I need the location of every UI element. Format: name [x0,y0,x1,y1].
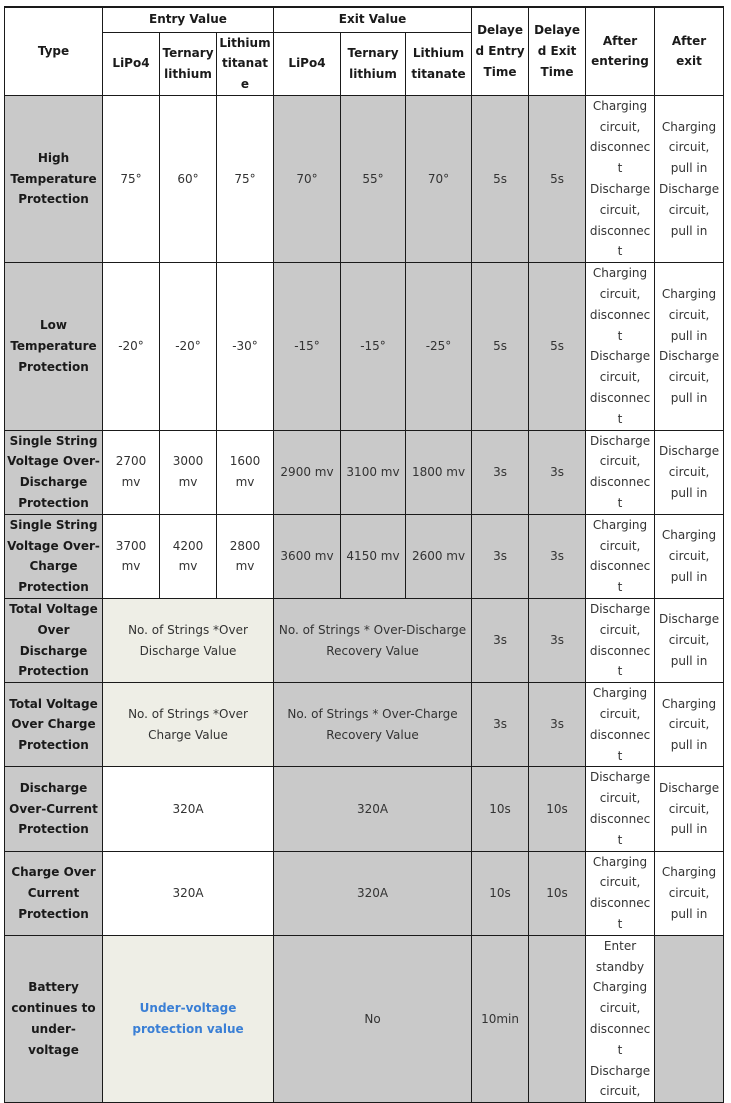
after-exit-cell: Discharge circuit, pull in [655,767,724,851]
table-row [5,767,724,851]
header-exit-titanate: Lithium titanate [406,32,472,95]
after-entering-cell: Charging circuit, disconnect [586,514,655,598]
exit-ternary-cell: -15° [341,263,406,430]
row-type: Single String Voltage Over-Discharge Protection [5,430,103,514]
table-row [5,851,724,935]
after-entering-cell: Discharge circuit, disconnect [586,599,655,683]
header-entry-titanate: Lithium titanate [217,32,274,95]
table-row [5,430,724,514]
exit-titanate-cell: 2600 mv [406,514,472,598]
entry-time-cell: 3s [472,514,529,598]
header-exit-lipo4: LiPo4 [274,32,341,95]
exit-lipo4-cell: -15° [274,263,341,430]
exit-time-cell: 3s [529,430,586,514]
exit-time-cell: 10s [529,851,586,935]
entry-time-cell: 10s [472,851,529,935]
after-entering-cell: Charging circuit, disconnect [586,683,655,767]
header-delayed-exit-time: Delayed Exit Time [529,7,586,95]
row-type: Discharge Over-Current Protection [5,767,103,851]
row-type: Single String Voltage Over-Charge Protection [5,514,103,598]
exit-value-cell: 320A [274,851,472,935]
table-row [5,599,724,683]
entry-ternary-cell: 60° [160,95,217,262]
after-entering-cell: Charging circuit, disconnect Discharge circuit, disconnect [586,95,655,262]
entry-lipo4-cell: 3700 mv [103,514,160,598]
entry-value-cell: 320A [103,851,274,935]
entry-time-cell: 3s [472,683,529,767]
exit-value-cell: 320A [274,767,472,851]
after-exit-cell: Charging circuit, pull in Discharge circuit, pull in [655,95,724,262]
table-row [5,95,724,262]
exit-lipo4-cell: 2900 mv [274,430,341,514]
exit-time-cell: 10s [529,767,586,851]
entry-time-cell: 5s [472,263,529,430]
after-entering-cell: Enter standby Charging circuit, disconnect Discharge circuit, [586,935,655,1102]
entry-lipo4-cell: -20° [103,263,160,430]
row-type: Total Voltage Over Charge Protection [5,683,103,767]
header-entry-value: Entry Value [103,7,274,32]
entry-ternary-cell: 3000 mv [160,430,217,514]
exit-time-cell: 5s [529,263,586,430]
row-type: Battery continues to under-voltage [5,935,103,1102]
entry-lipo4-cell: 75° [103,95,160,262]
after-entering-cell: Discharge circuit, disconnect [586,767,655,851]
after-exit-cell: Discharge circuit, pull in [655,599,724,683]
entry-titanate-cell: 75° [217,95,274,262]
exit-value-cell: No. of Strings * Over-Discharge Recovery Value [274,599,472,683]
entry-time-cell: 10s [472,767,529,851]
exit-ternary-cell: 55° [341,95,406,262]
entry-titanate-cell: 2800 mv [217,514,274,598]
exit-titanate-cell: 70° [406,95,472,262]
exit-value-cell: No [274,935,472,1102]
exit-lipo4-cell: 70° [274,95,341,262]
exit-time-cell: 3s [529,599,586,683]
after-exit-cell: Charging circuit, pull in [655,683,724,767]
after-exit-cell: Charging circuit, pull in [655,851,724,935]
exit-ternary-cell: 4150 mv [341,514,406,598]
after-exit-cell: Discharge circuit, pull in [655,430,724,514]
after-exit-cell [655,935,724,1102]
exit-time-cell: 3s [529,683,586,767]
exit-time-cell: 5s [529,95,586,262]
table-row [5,683,724,767]
entry-titanate-cell: -30° [217,263,274,430]
header-after-entering: After entering [586,7,655,95]
entry-titanate-cell: 1600 mv [217,430,274,514]
entry-ternary-cell: -20° [160,263,217,430]
exit-ternary-cell: 3100 mv [341,430,406,514]
table-row [5,263,724,430]
exit-value-cell: No. of Strings * Over-Charge Recovery Value [274,683,472,767]
after-exit-cell: Charging circuit, pull in [655,514,724,598]
exit-time-cell: 3s [529,514,586,598]
exit-time-cell [529,935,586,1102]
entry-lipo4-cell: 2700 mv [103,430,160,514]
entry-value-cell: No. of Strings *Over Charge Value [103,683,274,767]
after-exit-cell: Charging circuit, pull in Discharge circuit, pull in [655,263,724,430]
row-type: Low Temperature Protection [5,263,103,430]
exit-lipo4-cell: 3600 mv [274,514,341,598]
row-type: Total Voltage Over Discharge Protection [5,599,103,683]
entry-time-cell: 3s [472,599,529,683]
table-row [5,514,724,598]
header-delayed-entry-time: Delayed Entry Time [472,7,529,95]
header-after-exit: After exit [655,7,724,95]
exit-titanate-cell: 1800 mv [406,430,472,514]
under-voltage-protection-value-link[interactable]: Under-voltage protection value [103,935,274,1102]
header-exit-value: Exit Value [274,7,472,32]
header-entry-ternary: Ternary lithium [160,32,217,95]
entry-time-cell: 5s [472,95,529,262]
header-entry-lipo4: LiPo4 [103,32,160,95]
header-exit-ternary: Ternary lithium [341,32,406,95]
entry-time-cell: 3s [472,430,529,514]
after-entering-cell: Charging circuit, disconnect Discharge circuit, disconnect [586,263,655,430]
entry-time-cell: 10min [472,935,529,1102]
row-type: Charge Over Current Protection [5,851,103,935]
exit-titanate-cell: -25° [406,263,472,430]
entry-ternary-cell: 4200 mv [160,514,217,598]
protection-parameters-table [4,6,724,1103]
entry-value-cell: 320A [103,767,274,851]
header-type: Type [5,7,103,95]
after-entering-cell: Discharge circuit, disconnect [586,430,655,514]
table-row [5,935,724,1102]
entry-value-cell: No. of Strings *Over Discharge Value [103,599,274,683]
row-type: High Temperature Protection [5,95,103,262]
after-entering-cell: Charging circuit, disconnect [586,851,655,935]
